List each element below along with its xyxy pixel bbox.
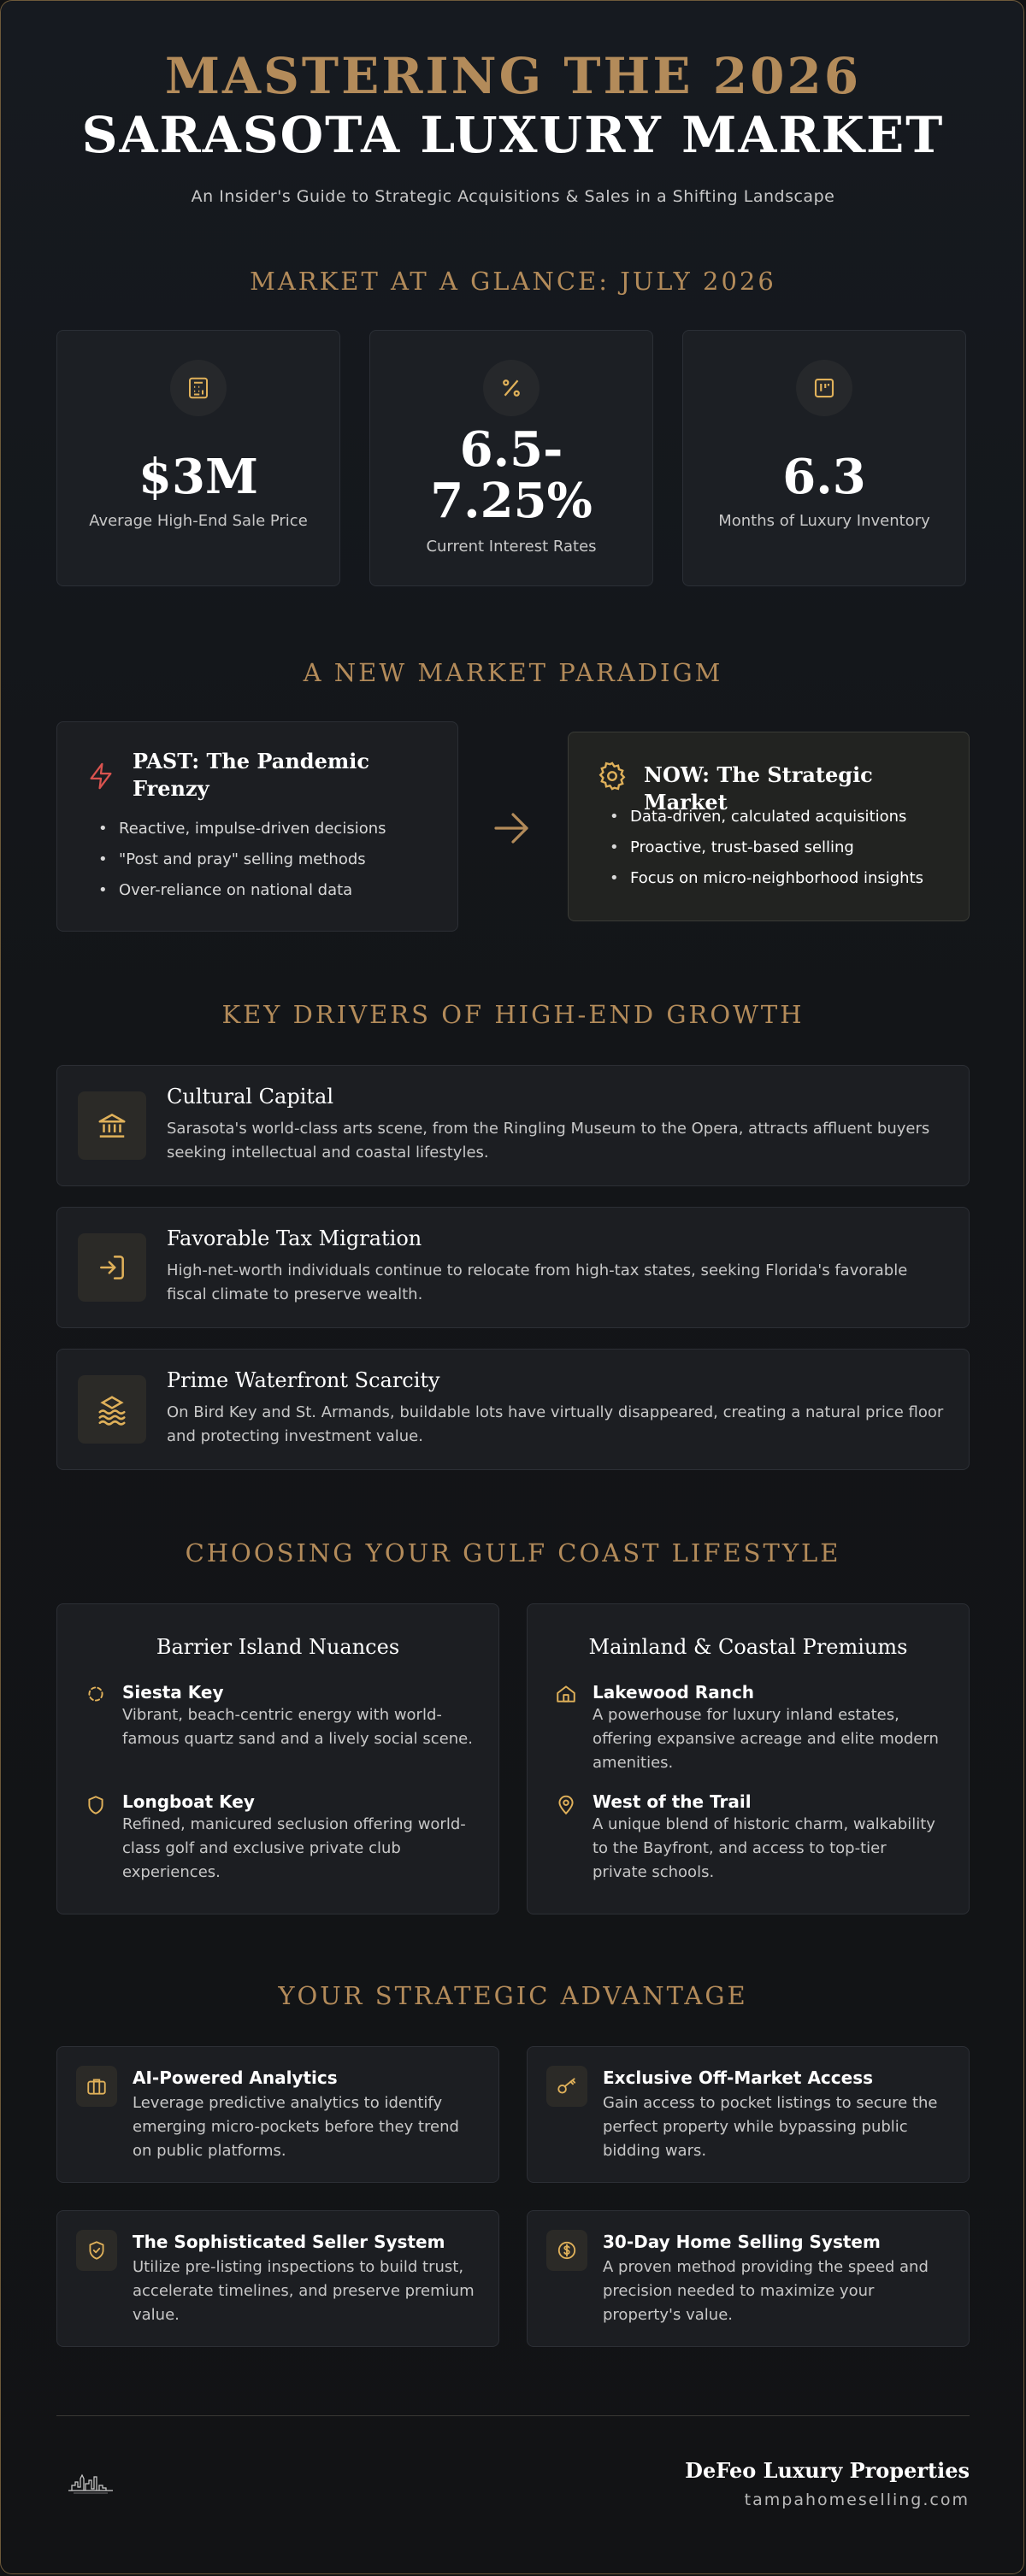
stat-value: 6.3 — [782, 449, 866, 505]
lifestyle-item-desc: A unique blend of historic charm, walkability to the Bayfront, and access to top-tier private schools. — [593, 1815, 935, 1881]
section-heading-advantage: YOUR STRATEGIC ADVANTAGE — [278, 1981, 748, 2010]
section-heading-drivers: KEY DRIVERS OF HIGH-END GROWTH — [221, 1000, 805, 1029]
lifestyle-item-name: Longboat Key — [122, 1791, 255, 1812]
waves-icon — [78, 1375, 146, 1444]
past-bullet: • Reactive, impulse-driven decisions — [119, 820, 386, 838]
website-url[interactable]: tampahomeselling.com — [744, 2491, 970, 2509]
driver-card-waterfront — [56, 1349, 970, 1470]
stat-card-rates — [369, 330, 653, 586]
subtitle: An Insider's Guide to Strategic Acquisitions & Sales in a Shifting Landscape — [191, 187, 835, 206]
stat-value-line-2: 7.25% — [430, 473, 593, 529]
lifestyle-card-title: Barrier Island Nuances — [156, 1635, 400, 1659]
driver-description: Sarasota's world-class arts scene, from the Ringling Museum to the Opera, attracts affluent buyers seeking intellectual and coastal lifestyles. — [167, 1120, 930, 1162]
now-title: NOW: The Strategic Market — [644, 762, 873, 815]
home-icon — [555, 1683, 577, 1709]
shield-check-icon — [76, 2230, 117, 2271]
advantage-title: Exclusive Off-Market Access — [603, 2067, 874, 2088]
lifestyle-item-name: Siesta Key — [122, 1682, 224, 1703]
skyline-logo-icon — [65, 2465, 116, 2499]
lifestyle-item — [122, 1681, 473, 1751]
arrow-right-icon — [491, 809, 534, 851]
stat-value-line-1: 6.5- — [459, 421, 563, 478]
driver-description: On Bird Key and St. Armands, buildable lots have virtually disappeared, creating a natural price floor and protecting investment value. — [167, 1403, 944, 1445]
section-heading-paradigm: A NEW MARKET PARADIGM — [303, 658, 723, 687]
lifestyle-item-desc: Vibrant, beach-centric energy with world-famous quartz sand and a lively social scene. — [122, 1706, 473, 1748]
driver-title: Cultural Capital — [167, 1085, 334, 1109]
advantage-desc: A proven method providing the speed and precision needed to maximize your property's value. — [603, 2258, 929, 2324]
percent-icon — [483, 360, 540, 416]
past-bullet: • Over-reliance on national data — [119, 881, 352, 899]
dollar-circle-icon — [546, 2230, 587, 2271]
lifestyle-card-barrier — [56, 1603, 499, 1914]
advantage-card-ai — [56, 2046, 499, 2183]
lifestyle-item — [122, 1791, 473, 1885]
sign-in-icon — [78, 1233, 146, 1302]
past-title: PAST: The Pandemic Frenzy — [133, 749, 369, 801]
lifestyle-item-desc: Refined, manicured seclusion offering world-class golf and exclusive private club experiences. — [122, 1815, 466, 1881]
shield-icon — [85, 1794, 107, 1820]
paradigm-past-card — [56, 721, 458, 932]
museum-icon — [78, 1091, 146, 1160]
lifestyle-card-title: Mainland & Coastal Premiums — [588, 1635, 908, 1659]
advantage-card-seller-system — [56, 2210, 499, 2347]
gear-icon — [596, 760, 628, 796]
stat-label: Current Interest Rates — [426, 538, 597, 556]
driver-card-tax — [56, 1207, 970, 1328]
advantage-title: The Sophisticated Seller System — [133, 2232, 445, 2252]
stat-card-price — [56, 330, 340, 586]
stat-value: $3M — [139, 449, 258, 505]
lifestyle-card-mainland — [527, 1603, 970, 1914]
title-line-1: MASTERING THE 2026 — [164, 47, 862, 105]
section-heading-glance: MARKET AT A GLANCE: JULY 2026 — [250, 267, 776, 296]
advantage-card-off-market — [527, 2046, 970, 2183]
title-line-2: SARASOTA LUXURY MARKET — [81, 106, 945, 164]
driver-description: High-net-worth individuals continue to relocate from high-tax states, seeking Florida's favorable fiscal climate to preserve wealth. — [167, 1262, 908, 1303]
advantage-desc: Gain access to pocket listings to secure the perfect property while bypassing public bidding wars. — [603, 2094, 938, 2160]
stat-label: Months of Luxury Inventory — [718, 512, 930, 530]
lifestyle-item — [593, 1681, 943, 1775]
now-bullet: • Focus on micro-neighborhood insights — [630, 869, 923, 887]
lifestyle-item-name: West of the Trail — [593, 1791, 752, 1812]
lifestyle-item — [593, 1791, 943, 1885]
now-bullet: • Data-driven, calculated acquisitions — [630, 808, 906, 826]
brand-name: DeFeo Luxury Properties — [685, 2458, 970, 2483]
stat-label: Average High-End Sale Price — [89, 512, 308, 530]
advantage-card-30-day — [527, 2210, 970, 2347]
briefcase-icon — [76, 2066, 117, 2107]
inventory-icon — [796, 360, 852, 416]
driver-title: Favorable Tax Migration — [167, 1226, 422, 1250]
paradigm-now-card — [568, 732, 970, 921]
section-heading-lifestyle: CHOOSING YOUR GULF COAST LIFESTYLE — [185, 1538, 841, 1567]
stat-card-inventory — [682, 330, 966, 586]
footer-divider — [56, 2415, 970, 2416]
advantage-desc: Leverage predictive analytics to identify emerging micro-pockets before they trend on public platforms. — [133, 2094, 459, 2160]
advantage-title: AI-Powered Analytics — [133, 2067, 338, 2088]
lightning-icon — [86, 762, 115, 794]
driver-card-cultural — [56, 1065, 970, 1186]
advantage-desc: Utilize pre-listing inspections to build trust, accelerate timelines, and preserve premium value. — [133, 2258, 475, 2324]
sun-icon — [85, 1683, 107, 1709]
lifestyle-item-desc: A powerhouse for luxury inland estates, offering expansive acreage and elite modern amenities. — [593, 1706, 939, 1772]
key-icon — [546, 2066, 587, 2107]
lifestyle-item-name: Lakewood Ranch — [593, 1682, 755, 1703]
calculator-icon — [170, 360, 227, 416]
past-bullet: • "Post and pray" selling methods — [119, 850, 366, 868]
now-bullet: • Proactive, trust-based selling — [630, 838, 854, 856]
driver-title: Prime Waterfront Scarcity — [167, 1368, 440, 1392]
map-pin-icon — [555, 1794, 577, 1820]
advantage-title: 30-Day Home Selling System — [603, 2232, 881, 2252]
